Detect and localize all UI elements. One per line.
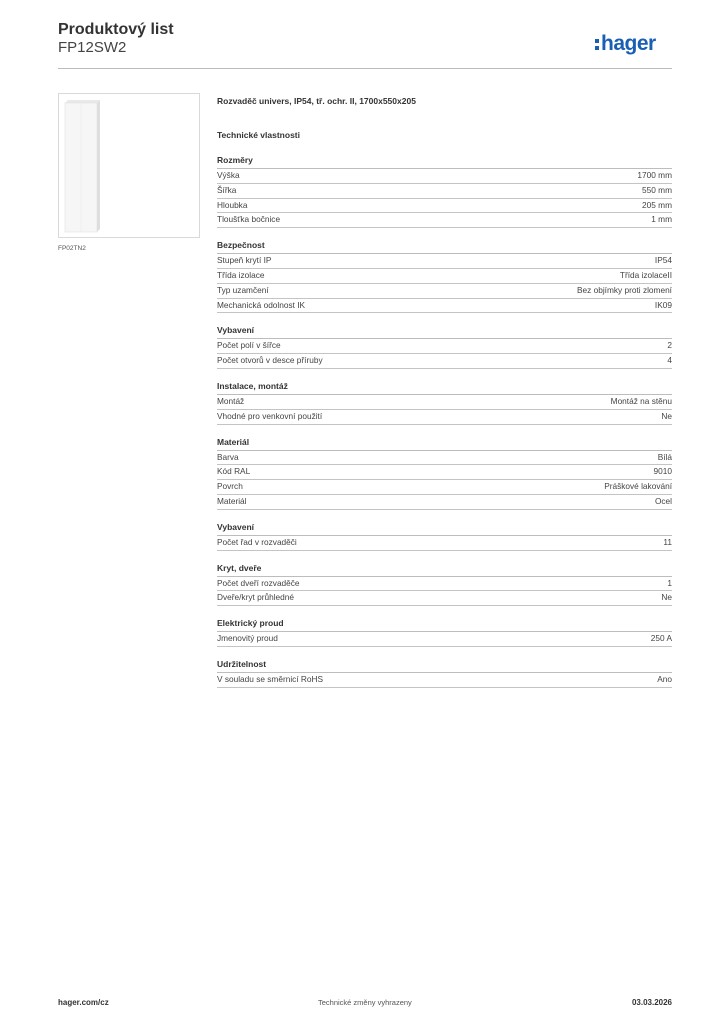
cabinet-illustration [59, 94, 199, 237]
spec-label: Počet otvorů v desce příruby [217, 355, 323, 366]
spec-label: Třída izolace [217, 269, 265, 280]
section-title: Vybavení [217, 325, 672, 339]
footer-date: 03.03.2026 [631, 998, 672, 1007]
section-title: Instalace, montáž [217, 381, 672, 395]
spec-value: Práškové lakování [604, 481, 672, 492]
spec-label: Jmenovitý proud [217, 633, 278, 644]
spec-label: Počet řad v rozvaděči [217, 536, 297, 547]
spec-value: Bílá [657, 451, 672, 462]
product-content [217, 96, 672, 688]
spec-value: IK09 [654, 299, 672, 310]
footer-website[interactable]: hager.com/cz [58, 998, 109, 1007]
footer-notice: Technické změny vyhrazeny [318, 998, 412, 1007]
spec-value: Třída izolaceII [619, 269, 672, 280]
image-caption: FP02TN2 [58, 245, 86, 252]
spec-value: 4 [667, 355, 672, 366]
logo-text: hager [601, 32, 656, 55]
spec-value: Ano [657, 673, 672, 684]
spec-label: Povrch [217, 481, 243, 492]
spec-row [217, 254, 672, 269]
spec-section [217, 240, 672, 313]
spec-value: Ocel [654, 495, 672, 506]
spec-value: IP54 [654, 255, 672, 266]
section-title: Bezpečnost [217, 240, 672, 254]
spec-label: Typ uzamčení [217, 284, 269, 295]
spec-label: Mechanická odolnost IK [217, 299, 306, 310]
section-title: Udržitelnost [217, 659, 672, 673]
spec-label: Výška [217, 170, 240, 180]
spec-row [217, 354, 672, 369]
section-title: Kryt, dveře [217, 563, 672, 577]
spec-row [217, 451, 672, 466]
spec-label: Počet polí v šířce [217, 340, 281, 351]
spec-row [217, 184, 672, 199]
spec-section [217, 522, 672, 551]
spec-section [217, 437, 672, 510]
logo-dot-top [595, 39, 599, 43]
spec-section [217, 381, 672, 425]
spec-label: Stupeň krytí IP [217, 255, 272, 266]
spec-row [217, 339, 672, 354]
spec-value: Ne [661, 592, 672, 603]
spec-label: Vhodné pro venkovní použití [217, 410, 323, 421]
spec-row [217, 495, 672, 510]
spec-label: Materiál [217, 495, 247, 506]
spec-row [217, 284, 672, 299]
technical-heading: Technické vlastnosti [217, 130, 300, 140]
spec-row [217, 632, 672, 647]
spec-label: Montáž [217, 395, 245, 406]
spec-value: Montáž na stěnu [610, 395, 672, 406]
spec-value: 1 [667, 577, 672, 588]
section-title: Rozměry [217, 155, 672, 169]
header-divider [58, 68, 672, 69]
spec-row [217, 673, 672, 688]
page-title: Produktový list [58, 21, 174, 38]
spec-label: V souladu se směrnicí RoHS [217, 673, 324, 684]
spec-row [217, 465, 672, 480]
spec-section [217, 563, 672, 607]
spec-row [217, 299, 672, 314]
section-title: Materiál [217, 437, 672, 451]
spec-section [217, 325, 672, 369]
spec-row [217, 480, 672, 495]
spec-row [217, 395, 672, 410]
section-title: Elektrický proud [217, 618, 672, 632]
specs-table [217, 155, 672, 688]
spec-row [217, 199, 672, 214]
spec-value: 205 mm [642, 199, 672, 210]
spec-row [217, 410, 672, 425]
spec-label: Dveře/kryt průhledné [217, 592, 295, 603]
section-title: Vybavení [217, 522, 672, 536]
spec-label: Tloušťka bočnice [217, 214, 281, 225]
spec-row [217, 577, 672, 592]
spec-row [217, 169, 672, 184]
spec-label: Barva [217, 451, 239, 462]
spec-value: 9010 [653, 466, 672, 477]
spec-section [217, 659, 672, 688]
spec-value: 250 A [650, 633, 672, 644]
spec-section [217, 618, 672, 647]
spec-value: Bez objímky proti zlomení [577, 284, 672, 295]
spec-value: 11 [663, 536, 672, 547]
spec-row [217, 591, 672, 606]
spec-value: 1 mm [651, 214, 672, 225]
spec-value: Ne [661, 410, 672, 421]
product-image [58, 93, 200, 238]
spec-label: Počet dveří rozvaděče [217, 577, 300, 588]
spec-label: Kód RAL [217, 466, 251, 477]
spec-value: 1700 mm [637, 170, 672, 180]
hager-logo [594, 30, 674, 58]
product-code: FP12SW2 [58, 39, 127, 56]
spec-row [217, 536, 672, 551]
product-description: Rozvaděč univers, IP54, tř. ochr. II, 1700x550x205 [217, 96, 416, 106]
spec-row [217, 269, 672, 284]
spec-value: 550 mm [642, 184, 672, 195]
spec-label: Hloubka [217, 199, 248, 210]
spec-label: Šířka [217, 184, 237, 195]
spec-section [217, 155, 672, 228]
logo-dot-bottom [595, 46, 599, 50]
spec-value: 2 [667, 340, 672, 351]
spec-row [217, 213, 672, 228]
